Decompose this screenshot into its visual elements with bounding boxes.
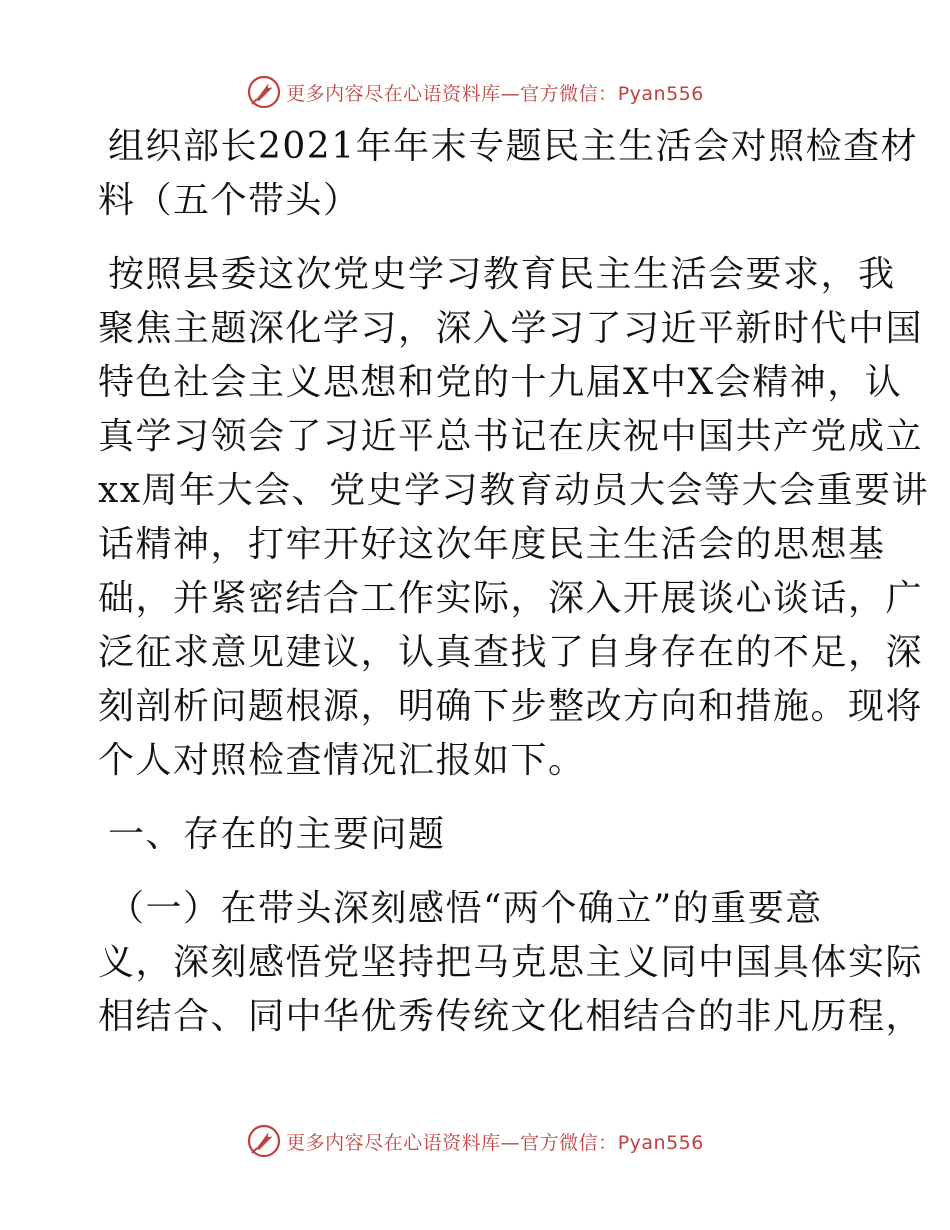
watermark-slogan: 更多内容尽在心语资料库 (286, 82, 501, 105)
watermark-account-label: 官方微信： (520, 1131, 618, 1154)
header-watermark (0, 70, 950, 114)
footer-watermark (0, 1119, 950, 1163)
watermark-slogan: 更多内容尽在心语资料库 (286, 1131, 501, 1154)
document-title-line: 组织部长2021年年末专题民主生活会对照检查材 (108, 126, 919, 167)
document-body (98, 120, 930, 1044)
paragraph-line: 特色社会主义思想和党的十九届X中X会精神，认 (98, 362, 903, 403)
paragraph-line: 话精神，打牢开好这次年度民主生活会的思想基 (98, 524, 886, 565)
watermark-separator: — (500, 1131, 521, 1154)
pen-nib-logo-icon (246, 74, 282, 110)
watermark-text (286, 79, 704, 106)
subsection-line: （一）在带头深刻感悟“两个确立”的重要意 (108, 888, 823, 929)
paragraph-line: 个人对照检查情况汇报如下。 (98, 740, 586, 781)
paragraph-line: 按照县委这次党史学习教育民主生活会要求，我 (108, 254, 896, 295)
paragraph-line: 泛征求意见建议，认真查找了自身存在的不足，深 (98, 632, 924, 673)
section-heading: 一、存在的主要问题 (108, 814, 446, 855)
paragraph-line: 聚焦主题深化学习，深入学习了习近平新时代中国 (98, 308, 924, 349)
watermark-account: Pyan556 (617, 82, 704, 105)
document-title-line: 料（五个带头） (98, 180, 361, 221)
watermark-text (286, 1128, 704, 1155)
subsection-line: 义，深刻感悟党坚持把马克思主义同中国具体实际 (98, 942, 924, 983)
watermark-account-label: 官方微信： (520, 82, 618, 105)
paragraph-line: xx周年大会、党史学习教育动员大会等大会重要讲 (98, 470, 930, 511)
paragraph-line: 础，并紧密结合工作实际，深入开展谈心谈话，广 (98, 578, 924, 619)
watermark-separator: — (500, 82, 521, 105)
watermark-account: Pyan556 (617, 1131, 704, 1154)
paragraph-line: 真学习领会了习近平总书记在庆祝中国共产党成立 (98, 416, 924, 457)
paragraph-line: 刻剖析问题根源，明确下步整改方向和措施。现将 (98, 686, 924, 727)
pen-nib-logo-icon (246, 1123, 282, 1159)
subsection-line: 相结合、同中华优秀传统文化相结合的非凡历程， (98, 996, 924, 1037)
